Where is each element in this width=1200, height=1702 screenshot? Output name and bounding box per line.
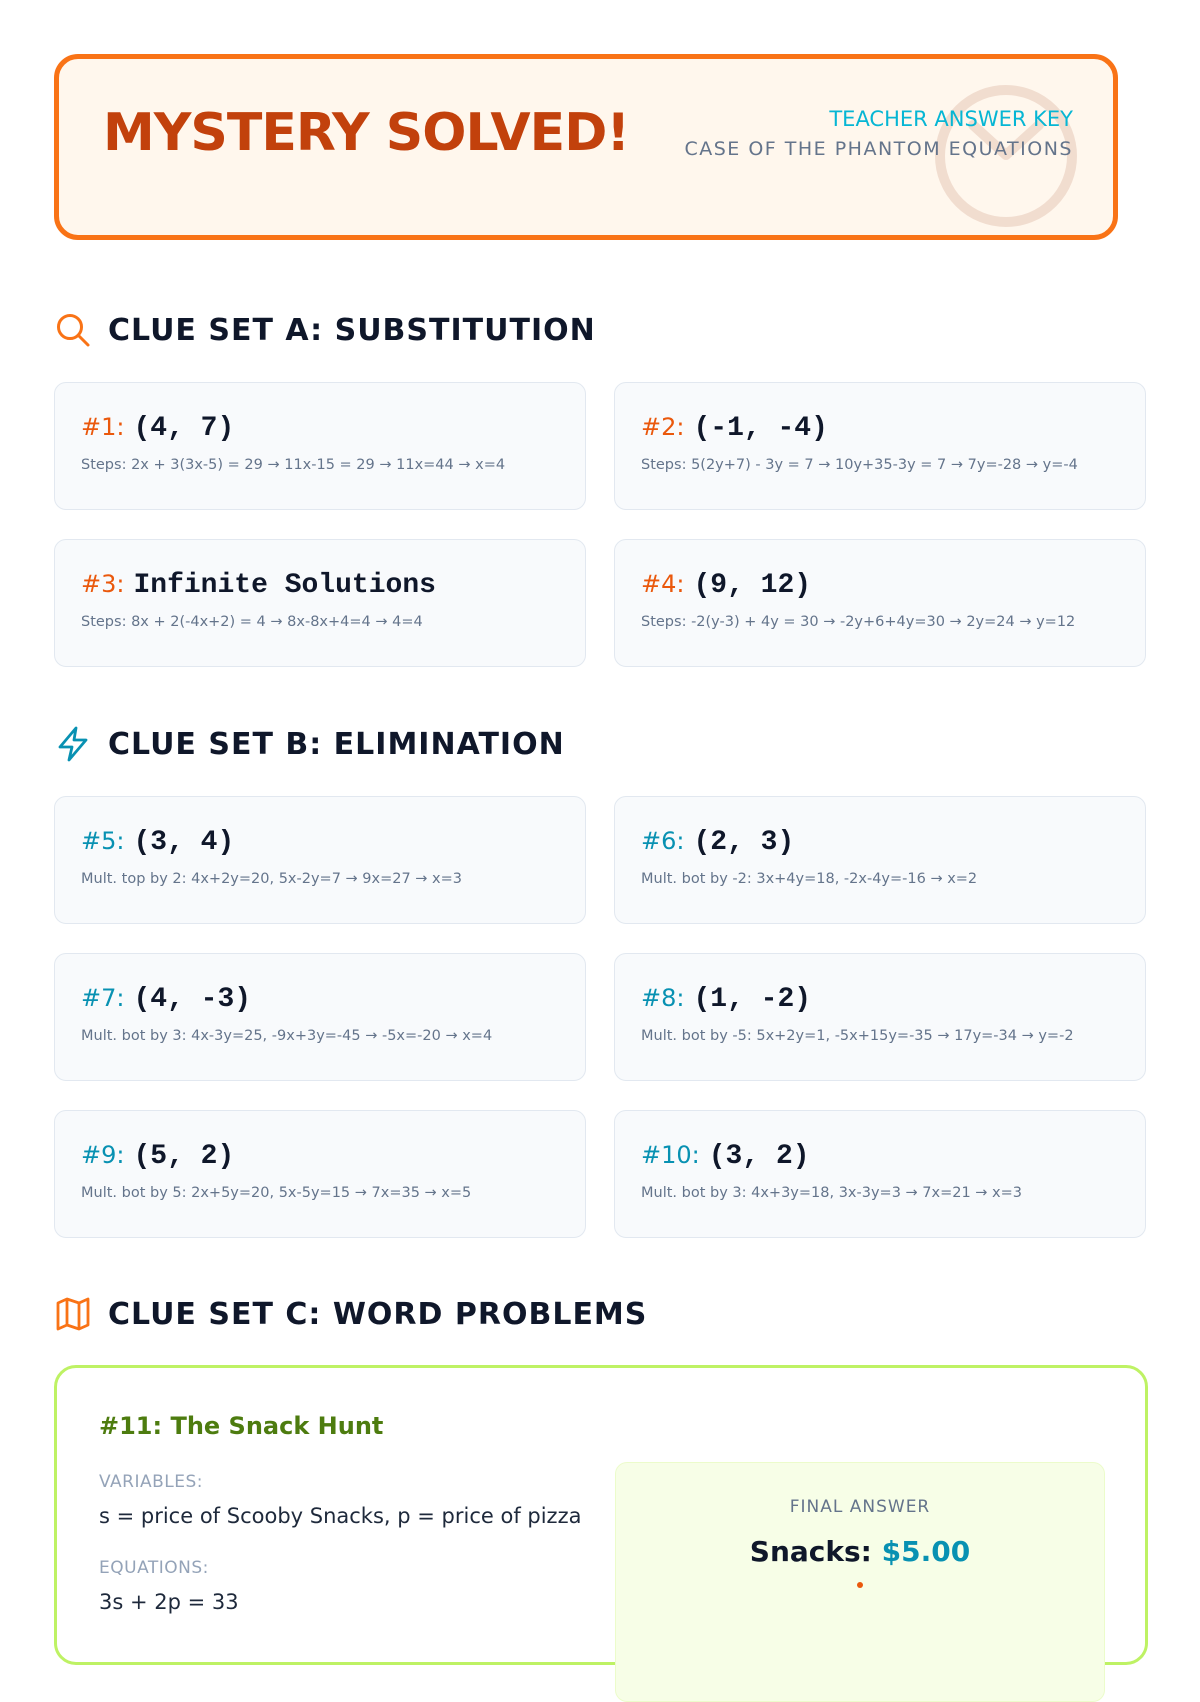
answer-card-6 <box>614 796 1146 924</box>
problem-answer: (4, -3) <box>133 984 252 1015</box>
problem-steps: Mult. bot by 5: 2x+5y=20, 5x-5y=15 → 7x=35 → x=5 <box>81 1185 472 1201</box>
answer-card-7 <box>54 953 586 1081</box>
problem-answer: (9, 12) <box>693 570 812 601</box>
problem-answer: (1, -2) <box>693 984 812 1015</box>
answer-card-10 <box>614 1110 1146 1238</box>
problem-number: #10: <box>641 1141 700 1169</box>
problem-steps: Mult. bot by 3: 4x+3y=18, 3x-3y=3 → 7x=21 → x=3 <box>641 1185 1023 1201</box>
answer-key-label: TEACHER ANSWER KEY <box>829 107 1073 131</box>
answer-card-5 <box>54 796 586 924</box>
problem-answer: (2, 3) <box>693 827 795 858</box>
problem-steps: Steps: 8x + 2(-4x+2) = 4 → 8x-8x+4=4 → 4=4 <box>81 614 423 630</box>
problem-number: #2: <box>641 413 685 441</box>
answer-card-1 <box>54 382 586 510</box>
map-icon <box>54 1295 92 1333</box>
section-title: CLUE SET A: SUBSTITUTION <box>108 312 596 348</box>
problem-steps: Steps: 2x + 3(3x-5) = 29 → 11x-15 = 29 → 11x=44 → x=4 <box>81 457 506 473</box>
case-title: CASE OF THE PHANTOM EQUATIONS <box>684 138 1073 160</box>
problem-steps: Steps: 5(2y+7) - 3y = 7 → 10y+35-3y = 7 → 7y=-28 → y=-4 <box>641 457 1078 473</box>
lightning-icon <box>54 725 92 763</box>
problem-number: #3: <box>81 570 125 598</box>
header-banner <box>54 54 1118 240</box>
problem-steps: Steps: -2(y-3) + 4y = 30 → -2y+6+4y=30 → 2y=24 → y=12 <box>641 614 1076 630</box>
section-heading-elimination <box>54 724 565 764</box>
problem-number: #9: <box>81 1141 125 1169</box>
word-problem-title: #11: The Snack Hunt <box>99 1412 384 1440</box>
answer-card-3 <box>54 539 586 667</box>
variables-text: s = price of Scooby Snacks, p = price of pizza <box>99 1504 582 1528</box>
answer-card-2 <box>614 382 1146 510</box>
problem-number: #7: <box>81 984 125 1012</box>
problem-number: #8: <box>641 984 685 1012</box>
problem-number: #1: <box>81 413 125 441</box>
final-answer-label: FINAL ANSWER <box>789 1497 931 1517</box>
problem-answer: (3, 4) <box>133 827 235 858</box>
equation-1: 3s + 2p = 33 <box>99 1590 239 1614</box>
answer-card-8 <box>614 953 1146 1081</box>
problem-number: #5: <box>81 827 125 855</box>
problem-answer: Infinite Solutions <box>133 570 436 601</box>
word-problem-card <box>54 1365 1148 1665</box>
page-title: MYSTERY SOLVED! <box>103 103 630 163</box>
section-title: CLUE SET B: ELIMINATION <box>108 726 565 762</box>
section-title: CLUE SET C: WORD PROBLEMS <box>108 1296 648 1332</box>
search-icon <box>54 311 92 349</box>
answer-card-9 <box>54 1110 586 1238</box>
header-meta <box>684 107 1073 161</box>
section-heading-substitution <box>54 310 596 350</box>
section-heading-word-problems <box>54 1294 647 1334</box>
equations-label: EQUATIONS: <box>99 1558 209 1578</box>
answer-card-4 <box>614 539 1146 667</box>
problem-answer: (-1, -4) <box>693 413 828 444</box>
problem-steps: Mult. bot by -2: 3x+4y=18, -2x-4y=-16 → x=2 <box>641 871 978 887</box>
final-answer-item: Snacks: <box>749 1535 872 1568</box>
problem-steps: Mult. top by 2: 4x+2y=20, 5x-2y=7 → 9x=27 → x=3 <box>81 871 463 887</box>
problem-answer: (4, 7) <box>133 413 235 444</box>
problem-steps: Mult. bot by -5: 5x+2y=1, -5x+15y=-35 → 17y=-34 → y=-2 <box>641 1028 1074 1044</box>
variables-label: VARIABLES: <box>99 1472 204 1492</box>
problem-number: #6: <box>641 827 685 855</box>
problem-steps: Mult. bot by 3: 4x-3y=25, -9x+3y=-45 → -5x=-20 → x=4 <box>81 1028 493 1044</box>
final-answer <box>616 1535 1104 1568</box>
decorative-dot <box>857 1582 863 1588</box>
final-answer-box <box>615 1462 1105 1702</box>
problem-answer: (3, 2) <box>708 1141 810 1172</box>
problem-answer: (5, 2) <box>133 1141 235 1172</box>
final-answer-value: $5.00 <box>881 1535 971 1568</box>
problem-number: #4: <box>641 570 685 598</box>
